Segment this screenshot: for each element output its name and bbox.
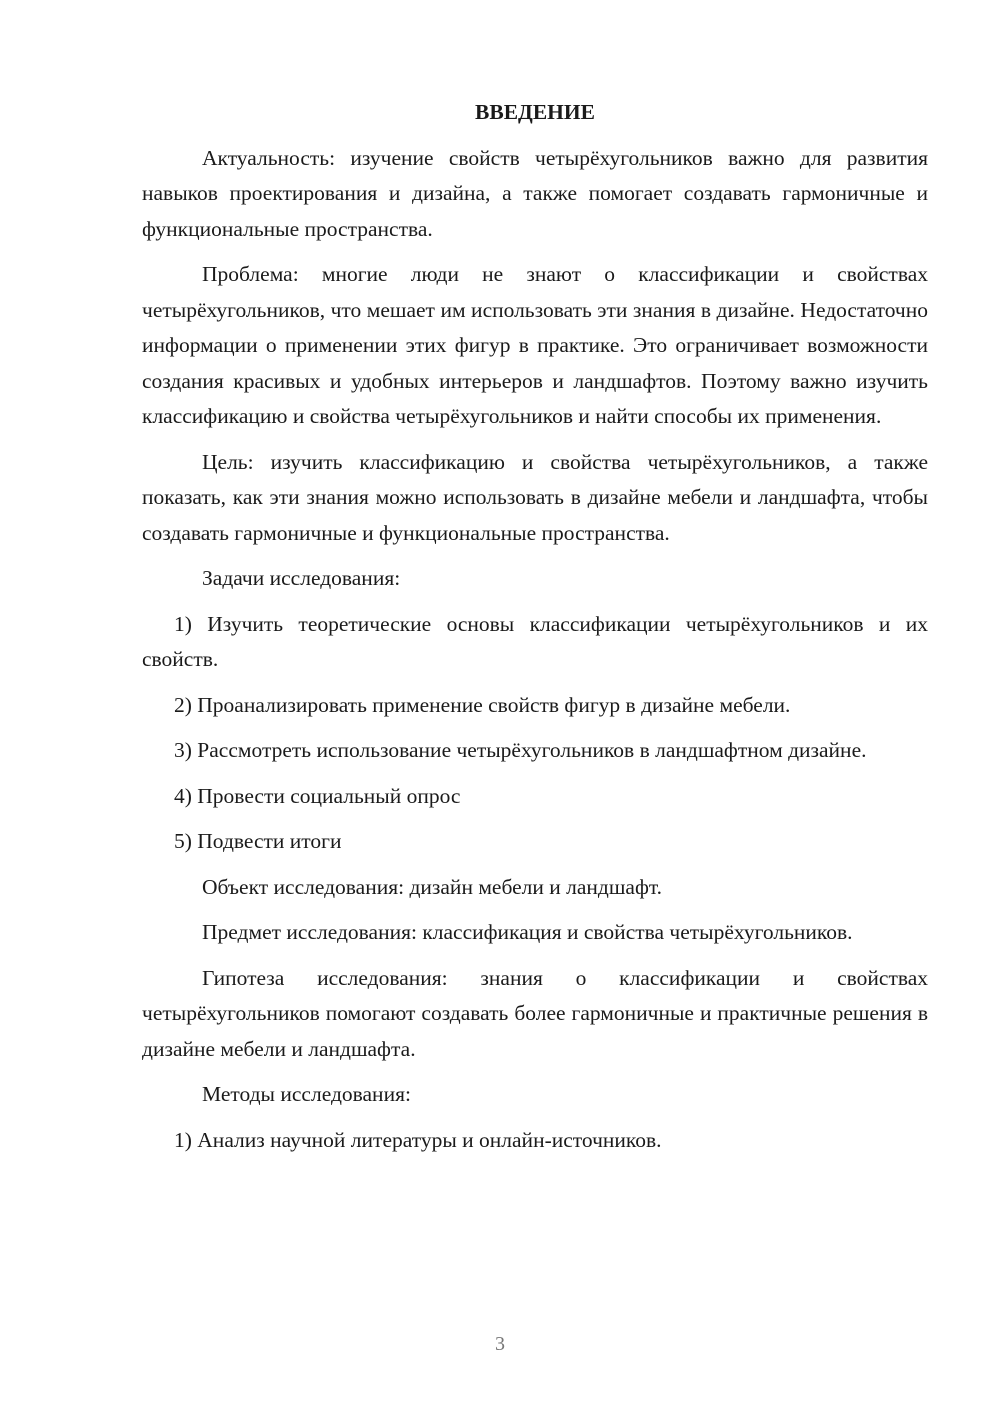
paragraph-hypothesis: Гипотеза исследования: знания о классификации и свойствах четырёхугольников помогают создавать более гармоничные и практичные решения в дизайне мебели и ландшафта. xyxy=(142,965,928,1061)
task-item: 1) Изучить теоретические основы классификации четырёхугольников и их свойств. xyxy=(142,611,928,671)
paragraph-problem: Проблема: многие люди не знают о классификации и свойствах четырёхугольников, что мешает им использовать эти знания в дизайне. Недостаточно информации о применении этих фигур в практике. Это ограничивает возможности создания красивых и удобных интерьеров и ландшафтов. Поэтому важно изучить классификацию и свойства четырёхугольников и найти способы их применения. xyxy=(142,262,928,428)
task-item: 4) Провести социальный опрос xyxy=(174,783,461,808)
section-heading: ВВЕДЕНИЕ xyxy=(475,100,595,124)
paragraph-subject: Предмет исследования: классификация и свойства четырёхугольников. xyxy=(202,920,853,944)
methods-title: Методы исследования: xyxy=(202,1082,411,1106)
task-item: 5) Подвести итоги xyxy=(174,829,342,853)
method-item: 1) Анализ научной литературы и онлайн-источников. xyxy=(174,1127,662,1152)
tasks-title: Задачи исследования: xyxy=(202,566,401,590)
page-content xyxy=(142,95,928,1158)
paragraph-relevance: Актуальность: изучение свойств четырёхугольников важно для развития навыков проектирования и дизайна, а также помогает создавать гармоничные и функциональные пространства. xyxy=(142,145,928,241)
page-number: 3 xyxy=(495,1333,505,1355)
paragraph-goal: Цель: изучить классификацию и свойства четырёхугольников, а также показать, как эти знания можно использовать в дизайне мебели и ландшафта, чтобы создавать гармоничные и функциональные пространства. xyxy=(142,449,928,545)
paragraph-object: Объект исследования: дизайн мебели и ландшафт. xyxy=(202,874,663,899)
task-item: 2) Проанализировать применение свойств фигур в дизайне мебели. xyxy=(174,692,791,717)
task-item: 3) Рассмотреть использование четырёхугольников в ландшафтном дизайне. xyxy=(174,738,867,762)
